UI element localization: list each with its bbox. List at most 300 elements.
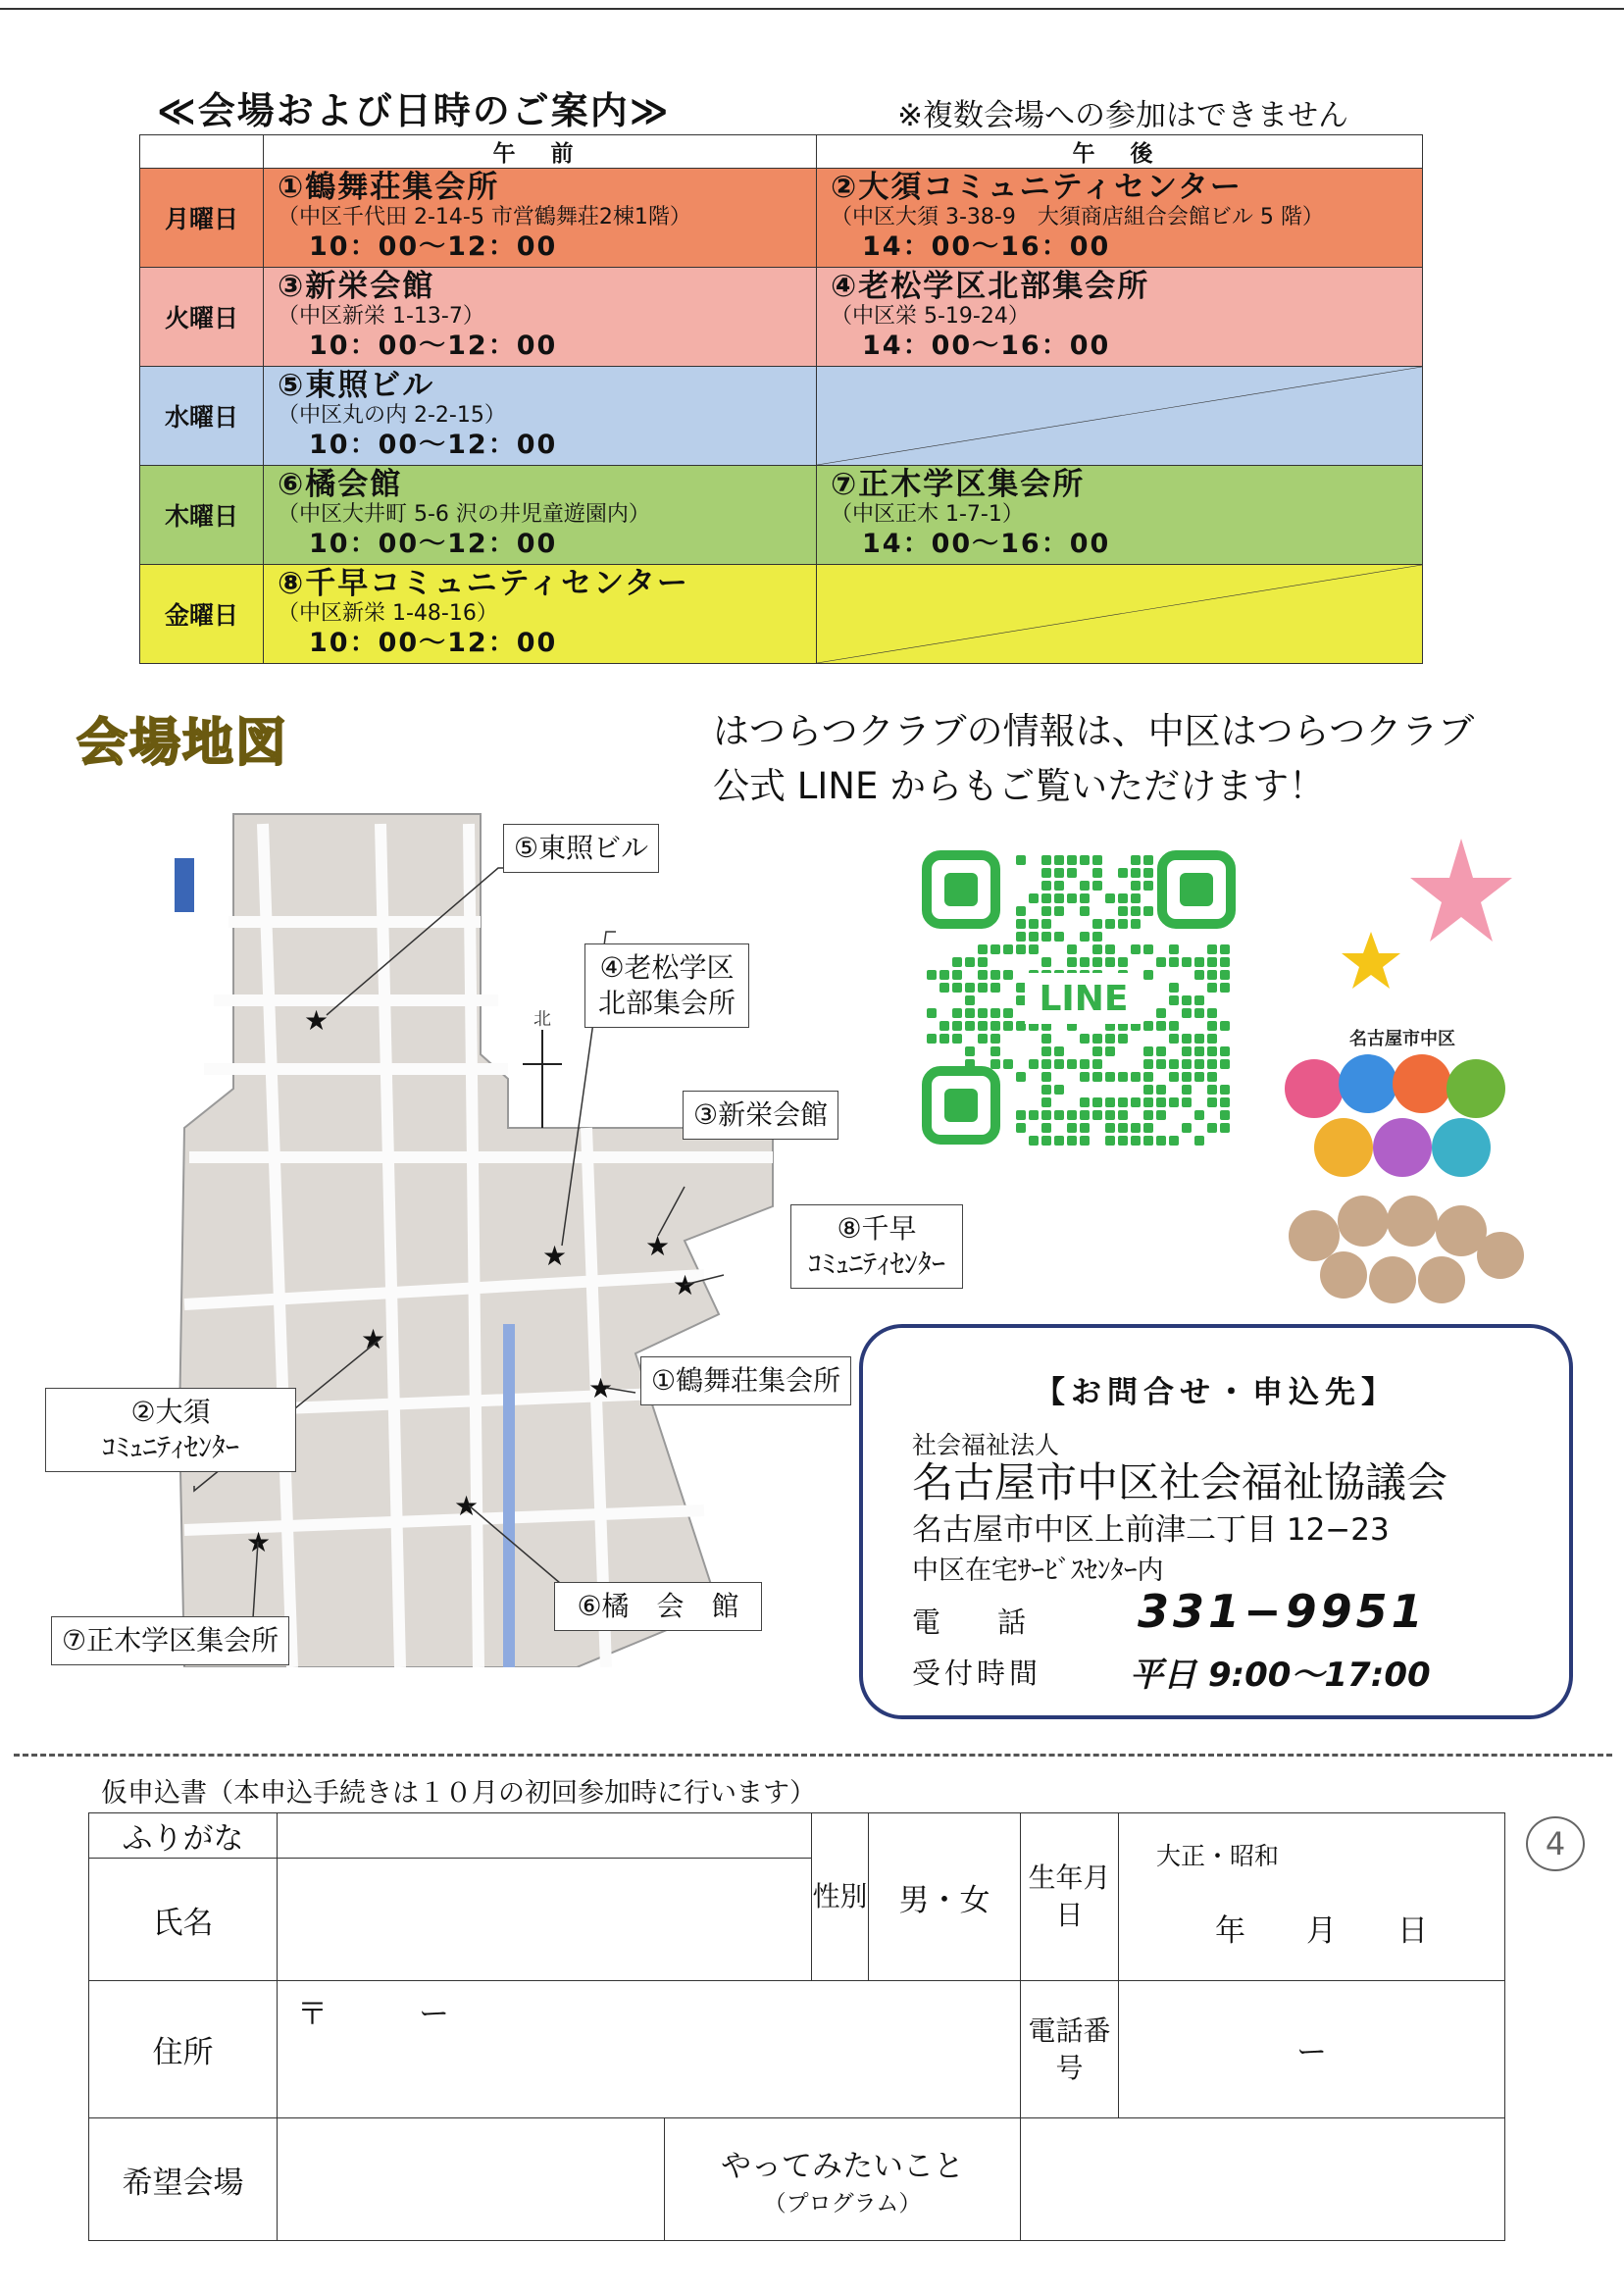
- qr-module: [1220, 970, 1230, 980]
- qr-module: [1169, 1097, 1179, 1107]
- qr-module: [1105, 1034, 1115, 1044]
- venue-time: 14：00～16：00: [862, 231, 1111, 262]
- qr-module: [1118, 1034, 1128, 1044]
- qr-module: [1207, 983, 1217, 993]
- qr-module: [1131, 919, 1141, 929]
- qr-module: [965, 995, 975, 1005]
- star-4: ★: [542, 1240, 568, 1272]
- qr-module: [1118, 957, 1128, 967]
- furigana-field[interactable]: [278, 1813, 812, 1859]
- venue-time: 14：00～16：00: [862, 331, 1111, 361]
- qr-module: [1194, 1110, 1204, 1120]
- venue-field[interactable]: [278, 2118, 665, 2241]
- birth-field[interactable]: [1119, 1813, 1505, 1981]
- phone-field[interactable]: [1119, 1981, 1505, 2118]
- venue-name: ①鶴舞荘集会所: [278, 170, 500, 205]
- qr-module: [1118, 868, 1128, 878]
- qr-module: [965, 1021, 975, 1031]
- qr-module: [1143, 1046, 1153, 1056]
- qr-module: [1194, 970, 1204, 980]
- qr-module: [939, 1021, 949, 1031]
- qr-module: [1194, 995, 1204, 1005]
- venue-cell: [264, 169, 817, 268]
- qr-module: [1169, 957, 1179, 967]
- qr-module: [1105, 1072, 1115, 1082]
- application-form: [88, 1812, 1505, 2241]
- qr-module: [1092, 855, 1102, 865]
- qr-module: [1220, 1110, 1230, 1120]
- venue-address: （中区丸の内 2-2-15）: [278, 403, 506, 428]
- venue-time: 14：00～16：00: [862, 529, 1111, 559]
- qr-module: [990, 983, 1000, 993]
- qr-module: [1194, 1072, 1204, 1082]
- contact-org: 名古屋市中区社会福祉協議会: [912, 1458, 1448, 1506]
- qr-module: [1016, 906, 1026, 916]
- qr-module: [1041, 1097, 1051, 1107]
- venue-address: （中区大井町 5-6 沢の井児童遊園内）: [278, 502, 650, 527]
- qr-module: [1092, 1097, 1102, 1107]
- qr-module: [990, 970, 1000, 980]
- qr-module: [1080, 1136, 1090, 1146]
- qr-module: [1207, 957, 1217, 967]
- qr-module: [1041, 919, 1051, 929]
- qr-module: [1156, 1085, 1166, 1095]
- qr-module: [1092, 1034, 1102, 1044]
- qr-module: [990, 1059, 1000, 1069]
- qr-module: [1016, 983, 1026, 993]
- map-title: 会場地図: [76, 714, 289, 773]
- qr-module: [990, 1046, 1000, 1056]
- qr-module: [1131, 855, 1141, 865]
- qr-module: [1054, 855, 1064, 865]
- qr-module: [1194, 1046, 1204, 1056]
- qr-line-label: LINE: [1039, 979, 1129, 1019]
- qr-module: [1016, 1072, 1026, 1082]
- qr-module: [1080, 957, 1090, 967]
- qr-module: [1143, 1123, 1153, 1133]
- qr-module: [1016, 1021, 1026, 1031]
- qr-module: [1118, 1097, 1128, 1107]
- qr-module: [1105, 1136, 1115, 1146]
- qr-module: [1207, 1097, 1217, 1107]
- qr-module: [1041, 855, 1051, 865]
- address-field[interactable]: [278, 1981, 1021, 2118]
- qr-module: [990, 1021, 1000, 1031]
- day-label: 月曜日: [140, 169, 264, 268]
- qr-module: [1207, 1072, 1217, 1082]
- qr-module: [1029, 944, 1039, 954]
- qr-module: [1182, 1008, 1192, 1018]
- qr-module: [1118, 893, 1128, 903]
- callout-8-line2: ｺﾐｭﾆﾃｨｾﾝﾀｰ: [807, 1248, 945, 1280]
- qr-module: [1041, 1085, 1051, 1095]
- callout-2-line2: ｺﾐｭﾆﾃｨｾﾝﾀｰ: [101, 1431, 239, 1463]
- gender-options[interactable]: 男・女: [869, 1813, 1021, 1981]
- qr-module: [1207, 1085, 1217, 1095]
- qr-module: [1143, 970, 1153, 980]
- qr-module: [1092, 957, 1102, 967]
- qr-module: [1092, 919, 1102, 929]
- qr-module: [1067, 1110, 1077, 1120]
- row-tuesday: [140, 268, 1423, 367]
- qr-module: [1080, 1034, 1090, 1044]
- qr-module: [1169, 1034, 1179, 1044]
- qr-module: [1220, 957, 1230, 967]
- wish-title: やってみたいこと: [721, 2149, 964, 2184]
- qr-module: [1118, 1123, 1128, 1133]
- venue-map: [62, 804, 945, 1667]
- venue-name: ⑧千早コミュニティセンター: [278, 566, 689, 601]
- qr-module: [1092, 932, 1102, 942]
- qr-module: [978, 983, 988, 993]
- qr-module: [1016, 1110, 1026, 1120]
- qr-module: [1143, 1059, 1153, 1069]
- day-label: 水曜日: [140, 367, 264, 466]
- callout-3: ③新栄会館: [683, 1091, 838, 1140]
- qr-module: [1207, 1021, 1217, 1031]
- qr-module: [1169, 1136, 1179, 1146]
- qr-module: [1092, 1059, 1102, 1069]
- star-2: ★: [361, 1323, 386, 1355]
- qr-module: [1105, 919, 1115, 929]
- qr-module: [1029, 1110, 1039, 1120]
- qr-module: [1143, 1021, 1153, 1031]
- star-3: ★: [645, 1230, 671, 1262]
- qr-module: [1194, 957, 1204, 967]
- qr-module: [978, 970, 988, 980]
- qr-module: [1105, 1110, 1115, 1120]
- qr-module: [1003, 1008, 1013, 1018]
- qr-module: [978, 957, 988, 967]
- furigana-label: ふりがな: [89, 1813, 278, 1859]
- qr-module: [1105, 893, 1115, 903]
- venue-address: （中区正木 1-7-1）: [831, 502, 1024, 527]
- row-wednesday: [140, 367, 1423, 466]
- wish-field[interactable]: [1021, 2118, 1505, 2241]
- top-rule: [0, 8, 1624, 10]
- qr-module: [1143, 1136, 1153, 1146]
- qr-module: [1143, 881, 1153, 891]
- venue-cell: [817, 169, 1423, 268]
- qr-module: [1220, 944, 1230, 954]
- qr-module: [1182, 1034, 1192, 1044]
- qr-module: [1169, 1059, 1179, 1069]
- qr-module: [1041, 1072, 1051, 1082]
- phone-label: 電話番号: [1021, 1981, 1119, 2118]
- qr-module: [1080, 1097, 1090, 1107]
- qr-module: [952, 970, 962, 980]
- qr-module: [1131, 1097, 1141, 1107]
- contact-tel: 331−9951: [1138, 1585, 1427, 1638]
- postal-mark: 〒 ー: [297, 1997, 449, 2032]
- qr-module: [1207, 1059, 1217, 1069]
- qr-module: [1131, 893, 1141, 903]
- form-note: 仮申込書（本申込手続きは１０月の初回参加時に行います）: [101, 1778, 816, 1809]
- qr-module: [1080, 855, 1090, 865]
- day-label: 木曜日: [140, 466, 264, 565]
- venue-time: 10：00～12：00: [309, 529, 558, 559]
- qr-module: [1067, 1136, 1077, 1146]
- qr-module: [952, 1021, 962, 1031]
- qr-module: [927, 970, 937, 980]
- qr-module: [1041, 881, 1051, 891]
- qr-module: [965, 957, 975, 967]
- gender-label: 性別: [812, 1813, 869, 1981]
- qr-module: [952, 957, 962, 967]
- qr-module: [1131, 1072, 1141, 1082]
- qr-module: [1143, 1085, 1153, 1095]
- qr-module: [1131, 868, 1141, 878]
- qr-module: [1105, 957, 1115, 967]
- contact-org-type: 社会福祉法人: [912, 1431, 1060, 1459]
- qr-module: [1182, 1123, 1192, 1133]
- qr-module: [1080, 1072, 1090, 1082]
- qr-module: [1041, 1136, 1051, 1146]
- qr-module: [1054, 906, 1064, 916]
- qr-module: [1143, 855, 1153, 865]
- qr-module: [1016, 932, 1026, 942]
- qr-module: [1041, 868, 1051, 878]
- qr-module: [1067, 957, 1077, 967]
- qr-pattern: [917, 845, 1241, 1149]
- schedule-heading: ≪会場および日時のご案内≫: [157, 89, 671, 132]
- qr-module: [1118, 919, 1128, 929]
- qr-module: [939, 1034, 949, 1044]
- qr-module: [1118, 1072, 1128, 1082]
- venue-name: ④老松学区北部集会所: [831, 269, 1150, 304]
- qr-module: [990, 1034, 1000, 1044]
- qr-module: [990, 944, 1000, 954]
- qr-module: [1156, 1136, 1166, 1146]
- qr-module: [990, 1008, 1000, 1018]
- venue-cell: [817, 268, 1423, 367]
- venue-cell: [264, 565, 817, 664]
- venue-name: ②大須コミュニティセンター: [831, 170, 1243, 205]
- qr-module: [1156, 1059, 1166, 1069]
- qr-module: [1003, 944, 1013, 954]
- callout-8: [790, 1204, 963, 1289]
- club-logo-art: [1255, 834, 1549, 1324]
- qr-module: [1092, 1072, 1102, 1082]
- qr-module: [1118, 1110, 1128, 1120]
- qr-module: [978, 1034, 988, 1044]
- qr-module: [1169, 1021, 1179, 1031]
- contact-hours-label: 受付時間: [912, 1657, 1042, 1690]
- qr-module: [1220, 1046, 1230, 1056]
- qr-module: [1220, 1097, 1230, 1107]
- qr-module: [1003, 1059, 1013, 1069]
- day-label: 火曜日: [140, 268, 264, 367]
- qr-module: [1067, 855, 1077, 865]
- corner-cell: [140, 135, 264, 169]
- venue-name: ⑦正木学区集会所: [831, 467, 1086, 502]
- qr-module: [1080, 1059, 1090, 1069]
- qr-module: [1041, 1110, 1051, 1120]
- schedule-header-row: [140, 135, 1423, 169]
- qr-module: [1016, 1123, 1026, 1133]
- wish-label: [665, 2118, 1021, 2241]
- qr-module: [1131, 1123, 1141, 1133]
- day-label: 金曜日: [140, 565, 264, 664]
- qr-module: [1041, 1046, 1051, 1056]
- qr-module: [1220, 1021, 1230, 1031]
- qr-module: [1080, 893, 1090, 903]
- callout-5: ⑤東照ビル: [503, 824, 659, 873]
- qr-module: [1067, 1123, 1077, 1133]
- page-number: 4: [1526, 1816, 1585, 1871]
- row-monday: [140, 169, 1423, 268]
- qr-module: [1080, 881, 1090, 891]
- row-friday: [140, 565, 1423, 664]
- qr-module: [927, 1008, 937, 1018]
- schedule-table: [139, 134, 1423, 664]
- venue-time: 10：00～12：00: [309, 430, 558, 460]
- qr-module: [1092, 944, 1102, 954]
- qr-module: [1194, 1008, 1204, 1018]
- qr-module: [1029, 893, 1039, 903]
- qr-module: [1169, 995, 1179, 1005]
- qr-module: [1182, 957, 1192, 967]
- venue-time: 10：00～12：00: [309, 231, 558, 262]
- qr-module: [1054, 1136, 1064, 1146]
- qr-module: [1156, 1046, 1166, 1056]
- venue-address: （中区大須 3-38-9 大須商店組合会館ビル 5 階）: [831, 205, 1324, 229]
- qr-module: [1029, 932, 1039, 942]
- diagonal-line: [817, 565, 1422, 663]
- venue-address: （中区栄 5-19-24）: [831, 304, 1030, 329]
- contact-hours: 平日 9:00～17:00: [1130, 1656, 1431, 1695]
- qr-module: [1041, 1059, 1051, 1069]
- qr-module: [1207, 944, 1217, 954]
- qr-module: [1080, 932, 1090, 942]
- contact-title: 【お問合せ・申込先】: [1035, 1375, 1397, 1410]
- qr-module: [1143, 944, 1153, 954]
- venue-cell: [264, 367, 817, 466]
- venue-address: （中区千代田 2-14-5 市営鶴舞荘2棟1階）: [278, 205, 691, 229]
- callout-2: [45, 1388, 296, 1472]
- qr-module: [1143, 1110, 1153, 1120]
- qr-module: [1029, 919, 1039, 929]
- qr-module: [1207, 1034, 1217, 1044]
- qr-module: [1016, 919, 1026, 929]
- star-1: ★: [588, 1372, 614, 1404]
- qr-module: [1143, 868, 1153, 878]
- callout-8-line1: ⑧千早: [837, 1212, 917, 1245]
- qr-module: [1220, 983, 1230, 993]
- qr-module: [952, 1034, 962, 1044]
- qr-module: [1105, 1123, 1115, 1133]
- venue-name: ⑥橘会館: [278, 467, 403, 502]
- callout-4: [584, 943, 749, 1028]
- qr-module: [1169, 983, 1179, 993]
- qr-module: [1182, 1059, 1192, 1069]
- qr-module: [1194, 1034, 1204, 1044]
- qr-module: [1131, 1136, 1141, 1146]
- qr-module: [1207, 1046, 1217, 1056]
- qr-module: [1220, 1085, 1230, 1095]
- venue-name: ③新栄会館: [278, 269, 435, 304]
- empty-cell: [817, 565, 1423, 664]
- qr-module: [1041, 893, 1051, 903]
- name-field[interactable]: [278, 1859, 812, 1981]
- qr-module: [1041, 906, 1051, 916]
- qr-module: [1041, 957, 1051, 967]
- qr-module: [1143, 1072, 1153, 1082]
- qr-module: [1054, 868, 1064, 878]
- qr-module: [1156, 1110, 1166, 1120]
- birth-era: 大正・昭和: [1156, 1842, 1280, 1870]
- contact-tel-label: 電 話: [912, 1606, 1027, 1639]
- qr-module: [965, 1046, 975, 1056]
- qr-module: [1041, 1034, 1051, 1044]
- qr-module: [1067, 893, 1077, 903]
- qr-module: [1156, 1021, 1166, 1031]
- qr-module: [939, 970, 949, 980]
- callout-4-line2: 北部集会所: [597, 987, 736, 1019]
- wish-sub: （プログラム）: [763, 2191, 922, 2217]
- birth-ymd: 年 月 日: [1215, 1913, 1428, 1949]
- qr-module: [1169, 1072, 1179, 1082]
- qr-module: [1067, 1059, 1077, 1069]
- qr-module: [1182, 1072, 1192, 1082]
- qr-module: [1054, 1059, 1064, 1069]
- phone-dash: ー: [1296, 2035, 1327, 2070]
- qr-module: [1092, 1110, 1102, 1120]
- qr-module: [1182, 995, 1192, 1005]
- qr-module: [1220, 1123, 1230, 1133]
- qr-module: [1182, 1097, 1192, 1107]
- qr-module: [1118, 1136, 1128, 1146]
- qr-module: [978, 1008, 988, 1018]
- line-info: [713, 704, 1474, 814]
- callout-4-line1: ④老松学区: [599, 951, 735, 984]
- qr-module: [939, 983, 949, 993]
- line-info-line1: はつらつクラブの情報は、中区はつらつクラブ: [713, 710, 1475, 752]
- qr-module: [1092, 1046, 1102, 1056]
- qr-module: [952, 1008, 962, 1018]
- venue-address: （中区新栄 1-13-7）: [278, 304, 484, 329]
- venue-name: ⑤東照ビル: [278, 368, 435, 403]
- birth-label: 生年月日: [1021, 1813, 1119, 1981]
- qr-module: [1156, 1097, 1166, 1107]
- qr-module: [1016, 855, 1026, 865]
- qr-module: [1169, 944, 1179, 954]
- contact-address2: 中区在宅ｻｰﾋﾞｽｾﾝﾀｰ内: [912, 1555, 1164, 1586]
- qr-module: [1194, 1059, 1204, 1069]
- diagonal-line: [817, 367, 1422, 465]
- line-qr-code[interactable]: [917, 845, 1241, 1149]
- star-8: ★: [673, 1269, 698, 1301]
- qr-module: [1054, 932, 1064, 942]
- qr-module: [1156, 957, 1166, 967]
- callout-2-line1: ②大須: [130, 1396, 211, 1428]
- qr-module: [1143, 906, 1153, 916]
- qr-module: [1054, 881, 1064, 891]
- qr-module: [927, 1034, 937, 1044]
- qr-module: [1207, 1008, 1217, 1018]
- empty-cell: [817, 367, 1423, 466]
- callout-7: ⑦正木学区集会所: [51, 1616, 289, 1665]
- qr-module: [965, 1008, 975, 1018]
- callout-1: ①鶴舞荘集会所: [640, 1356, 851, 1405]
- venue-cell: [817, 466, 1423, 565]
- qr-module: [1029, 1059, 1039, 1069]
- qr-module: [1092, 881, 1102, 891]
- qr-module: [1131, 944, 1141, 954]
- qr-module: [1029, 1136, 1039, 1146]
- qr-module: [1041, 932, 1051, 942]
- address-label: 住所: [89, 1981, 278, 2118]
